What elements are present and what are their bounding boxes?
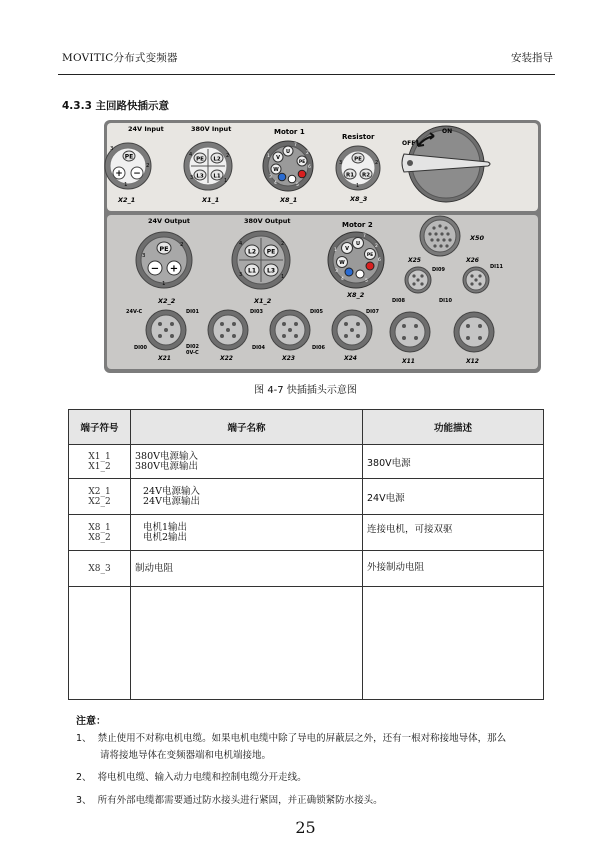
table-row [69, 515, 544, 551]
svg-text:4: 4 [189, 152, 193, 158]
conn-label-x2-2: X2_2 [158, 297, 176, 305]
cell-desc [363, 587, 544, 700]
svg-text:1: 1 [281, 274, 285, 280]
svg-text:5: 5 [296, 183, 299, 188]
conn-label-x11: X11 [402, 358, 415, 365]
svg-text:DI01: DI01 [186, 309, 199, 315]
svg-text:PE: PE [366, 253, 374, 258]
svg-text:+: + [169, 263, 179, 275]
conn-label-x1-1: X1_1 [202, 196, 220, 204]
svg-text:W: W [339, 260, 345, 266]
svg-text:4: 4 [239, 241, 243, 247]
svg-text:PE: PE [196, 156, 204, 163]
table-row [69, 587, 544, 700]
conn-title-motor-1: Motor 1 [274, 128, 305, 136]
cell-name: 380V电源输入 380V电源输出 [131, 445, 363, 479]
conn-label-x2-1: X2_1 [118, 196, 136, 204]
conn-title-24v-output: 24V Output [148, 217, 190, 225]
header-doc-title: MOVITIC分布式变频器 [62, 52, 178, 64]
svg-text:PE: PE [354, 156, 362, 163]
svg-text:1: 1 [124, 182, 128, 188]
svg-text:+: + [115, 169, 123, 179]
svg-text:DI11: DI11 [490, 264, 503, 270]
svg-text:V: V [276, 155, 280, 161]
col-header-name: 端子名称 [131, 410, 363, 445]
svg-text:DI05: DI05 [310, 309, 323, 315]
col-header-symbol: 端子符号 [69, 410, 131, 445]
svg-text:4: 4 [341, 277, 344, 282]
svg-text:3: 3 [335, 269, 338, 274]
note-item: 3、 所有外部电缆都需要通过防水接头进行紧固，并正确锁紧防水接头。 [76, 795, 383, 806]
figure-caption: 图 4-7 快插插头示意图 [254, 385, 357, 396]
conn-title-380v-output: 380V Output [244, 217, 291, 225]
m12-connector-x24 [332, 310, 372, 350]
svg-text:2: 2 [375, 160, 379, 166]
conn-label-x26: X26 [466, 257, 479, 264]
svg-text:DI10: DI10 [439, 298, 452, 304]
svg-text:5: 5 [365, 279, 368, 284]
svg-text:R2: R2 [361, 172, 371, 179]
svg-text:DI00: DI00 [134, 345, 147, 351]
red-pin [298, 170, 306, 178]
cell-desc: 24V电源 [363, 479, 544, 515]
svg-text:V: V [345, 246, 349, 252]
svg-text:L2: L2 [248, 248, 256, 256]
svg-text:PE: PE [159, 245, 169, 253]
m12-connector-x12 [454, 312, 494, 352]
conn-label-x21: X21 [158, 355, 171, 362]
header-section-name: 安装指导 [511, 52, 553, 64]
conn-label-x12: X12 [466, 358, 479, 365]
switch-on-label: ON [442, 128, 453, 135]
svg-text:R1: R1 [345, 172, 355, 179]
svg-text:DI04: DI04 [252, 345, 265, 351]
svg-text:DI09: DI09 [432, 267, 445, 273]
conn-label-x8-3: X8_3 [350, 195, 368, 203]
switch-off-label: OFF [402, 140, 416, 147]
notes-title: 注意： [76, 716, 106, 727]
svg-text:1: 1 [162, 281, 166, 287]
conn-title-motor-2: Motor 2 [342, 221, 373, 229]
svg-text:1: 1 [267, 154, 270, 159]
svg-text:U: U [355, 241, 361, 247]
cell-name: 电机1输出 电机2输出 [131, 515, 363, 551]
conn-label-x8-1: X8_1 [280, 196, 298, 204]
svg-text:2: 2 [281, 241, 285, 247]
svg-text:L2: L2 [213, 156, 221, 163]
cell-symbol: X1_1 X1_2 [69, 445, 131, 479]
conn-title-380v-input: 380V Input [191, 125, 232, 133]
note-item: 2、 将电机电缆、输入动力电缆和控制电缆分开走线。 [76, 772, 307, 783]
cell-name [131, 587, 363, 700]
svg-text:7: 7 [363, 234, 366, 239]
svg-text:PE: PE [266, 248, 276, 256]
m12-connector-x22 [208, 310, 248, 350]
svg-text:L3: L3 [196, 173, 204, 180]
page-number: 25 [295, 818, 316, 837]
svg-text:PE: PE [298, 160, 306, 165]
col-header-desc: 功能描述 [363, 410, 544, 445]
svg-text:4: 4 [274, 181, 277, 186]
m12-connector-x21 [146, 310, 186, 350]
conn-label-x8-2: X8_2 [347, 291, 365, 299]
table-row [69, 551, 544, 587]
cell-symbol [69, 587, 131, 700]
conn-label-x22: X22 [220, 355, 233, 362]
conn-label-x50: X50 [470, 234, 485, 242]
svg-text:1: 1 [224, 178, 228, 184]
table-row [69, 445, 544, 479]
conn-label-x23: X23 [282, 355, 295, 362]
conn-label-x24: X24 [344, 355, 357, 362]
conn-label-x25: X25 [408, 257, 421, 264]
svg-text:−: − [133, 169, 141, 179]
cell-name: 制动电阻 [131, 551, 363, 587]
cell-symbol: X2_1 X2_2 [69, 479, 131, 515]
svg-text:DI08: DI08 [392, 298, 405, 304]
svg-text:DI03: DI03 [250, 309, 263, 315]
svg-text:L1: L1 [248, 267, 256, 275]
svg-text:1: 1 [334, 248, 337, 253]
svg-text:PE: PE [124, 153, 134, 161]
cell-desc: 380V电源 [363, 445, 544, 479]
white-pin [288, 175, 296, 183]
svg-text:L3: L3 [267, 267, 275, 275]
svg-text:DI02: DI02 [186, 344, 199, 350]
svg-text:3: 3 [239, 272, 243, 278]
svg-text:3: 3 [339, 160, 343, 166]
m12-connector-x11 [390, 312, 430, 352]
svg-text:DI07: DI07 [366, 309, 379, 315]
svg-text:U: U [285, 149, 291, 155]
svg-text:6: 6 [378, 258, 381, 263]
cell-desc: 外接制动电阻 [363, 551, 544, 587]
white-pin [356, 270, 364, 278]
svg-text:3: 3 [269, 175, 272, 180]
cell-symbol: X8_1 X8_2 [69, 515, 131, 551]
svg-text:2: 2 [306, 151, 309, 156]
svg-text:3: 3 [190, 175, 194, 181]
header-rule [58, 74, 555, 75]
svg-text:2: 2 [226, 153, 230, 159]
svg-text:3: 3 [110, 146, 114, 152]
svg-text:−: − [150, 263, 160, 275]
svg-text:L1: L1 [213, 173, 221, 180]
svg-text:2: 2 [180, 242, 184, 248]
conn-title-resistor: Resistor [342, 133, 375, 141]
note-item: 1、 禁止使用不对称电机电缆。如果电机电缆中除了导电的屏蔽层之外，还有一根对称接地导体，那么 请将接地导体在变频器端和电机端接地。 [76, 733, 507, 761]
svg-text:24V-C: 24V-C [126, 309, 143, 315]
svg-text:2: 2 [146, 163, 150, 169]
section-heading: 4.3.3 主回路快插示意 [62, 100, 170, 112]
terminal-table [68, 409, 544, 700]
table-row [69, 479, 544, 515]
connector-figure [104, 120, 541, 373]
svg-text:W: W [273, 167, 279, 173]
svg-text:7: 7 [294, 143, 297, 148]
table-header-row [69, 410, 544, 445]
svg-text:1: 1 [356, 183, 360, 189]
svg-text:0V-C: 0V-C [186, 350, 199, 356]
svg-text:2: 2 [375, 244, 378, 249]
red-pin [366, 262, 374, 270]
blue-pin [278, 173, 286, 181]
m12-connector-x23 [270, 310, 310, 350]
blue-pin [345, 268, 353, 276]
conn-title-24v-input: 24V Input [128, 125, 164, 133]
svg-text:3: 3 [142, 253, 146, 259]
cell-name: 24V电源输入 24V电源输出 [131, 479, 363, 515]
svg-text:6: 6 [308, 165, 311, 170]
cell-desc: 连接电机，可接双驱 [363, 515, 544, 551]
cell-symbol: X8_3 [69, 551, 131, 587]
conn-label-x1-2: X1_2 [254, 297, 272, 305]
svg-text:DI06: DI06 [312, 345, 325, 351]
